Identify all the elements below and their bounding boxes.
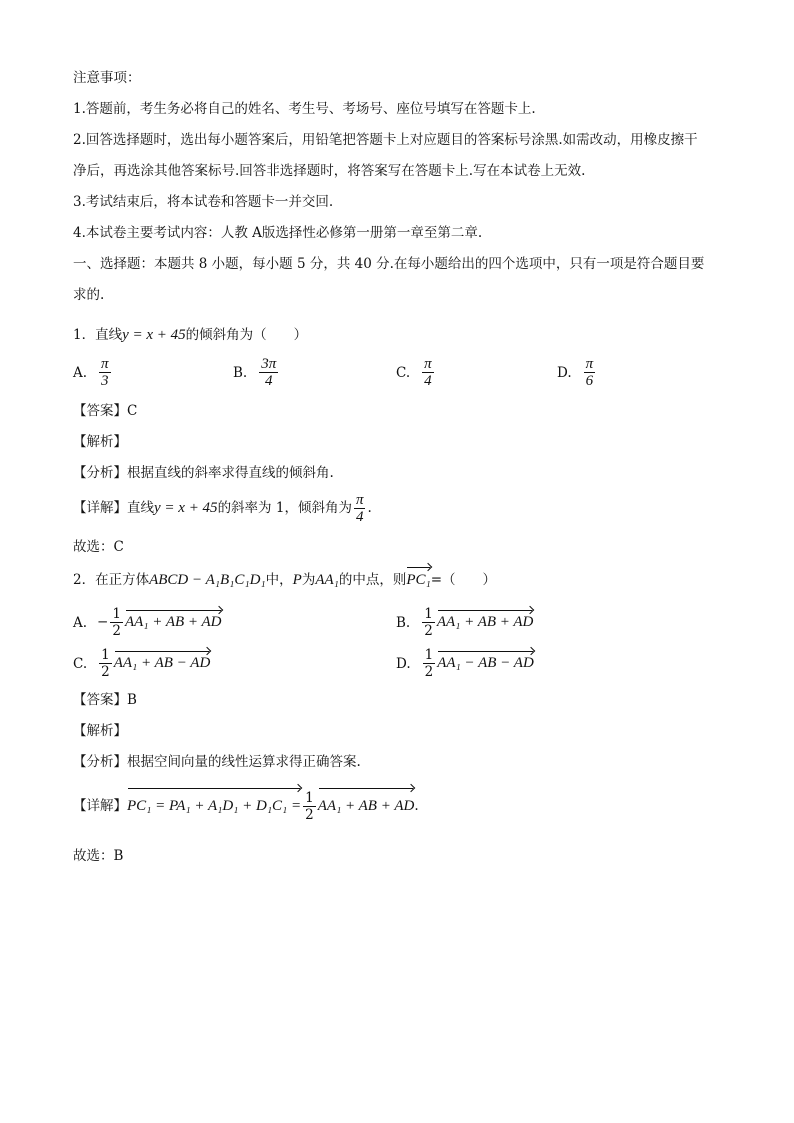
q2-option-d: D. $\frac{1}{2}$ AA₁ − AB − AD (396, 647, 534, 680)
q2-choice: 故选：B (73, 848, 124, 864)
q1-analysis-tag: 【解析】 (73, 434, 127, 450)
section-instruction-cont: 求的. (73, 287, 105, 303)
q2-option-a: A. − $\frac{1}{2}$ AA₁ + AB + AD (73, 606, 222, 639)
q1-option-d: D. $\frac{\pi}{6}$ (557, 356, 594, 389)
q2-answer: 【答案】B (73, 692, 137, 708)
q1-suffix: 的倾斜角为（ ） (185, 327, 308, 343)
q1-answer: 【答案】C (73, 403, 138, 419)
q1-option-b: B. $\frac{3\pi}{4}$ (233, 356, 277, 389)
q1-fenxi: 【分析】根据直线的斜率求得直线的倾斜角. (73, 465, 334, 481)
q2-vector: PC₁ (406, 572, 431, 588)
notice-item-3: 3.考试结束后，将本试卷和答题卡一并交回. (73, 194, 334, 210)
notice-item-2-cont: 净后，再选涂其他答案标号.回答非选择题时，将答案写在答题卡上.写在本试卷上无效. (73, 163, 586, 179)
q1-choice: 故选：C (73, 539, 124, 555)
q2-fenxi: 【分析】根据空间向量的线性运算求得正确答案. (73, 754, 361, 770)
q2-cube: ABCD − A₁B₁C₁D₁ (149, 572, 266, 588)
notice-item-2: 2.回答选择题时，选出每小题答案后，用铅笔把答题卡上对应题目的答案标号涂黑.如需改动，用橡皮擦干 (73, 132, 698, 148)
notice-item-1: 1.答题前，考生务必将自己的姓名、考生号、考场号、座位号填写在答题卡上. (73, 101, 536, 117)
q1-stem (73, 325, 307, 345)
q1-option-c: C. $\frac{\pi}{4}$ (396, 356, 432, 389)
q1-prefix: 1．直线 (73, 327, 123, 343)
q2-analysis-tag: 【解析】 (73, 723, 127, 739)
section-instruction: 一、选择题：本题共 8 小题，每小题 5 分，共 40 分.在每小题给出的四个选项中，只有一项是符合题目要 (73, 256, 705, 272)
q1-equation: y = x + 45 (122, 327, 186, 343)
notice-heading: 注意事项： (73, 70, 141, 86)
q2-stem: 2．在正方体ABCD − A₁B₁C₁D₁中，P为AA₁的中点，则PC₁=（ ） (73, 572, 497, 588)
q1-detail: 【详解】直线y = x + 45的斜率为 1，倾斜角为 $\frac{\pi}{4}$ . (73, 492, 372, 525)
q2-option-b: B. $\frac{1}{2}$ AA₁ + AB + AD (396, 606, 534, 639)
q2-detail: 【详解】PC₁ = PA₁ + A₁D₁ + D₁C₁ = $\frac{1}{2}$ AA₁ + AB + AD. (73, 790, 419, 823)
q1-option-a: A. $\frac{\pi}{3}$ (73, 356, 109, 389)
q2-option-c: C. $\frac{1}{2}$ AA₁ + AB − AD (73, 647, 211, 680)
notice-item-4: 4.本试卷主要考试内容：人教 A版选择性必修第一册第一章至第二章. (73, 225, 483, 241)
